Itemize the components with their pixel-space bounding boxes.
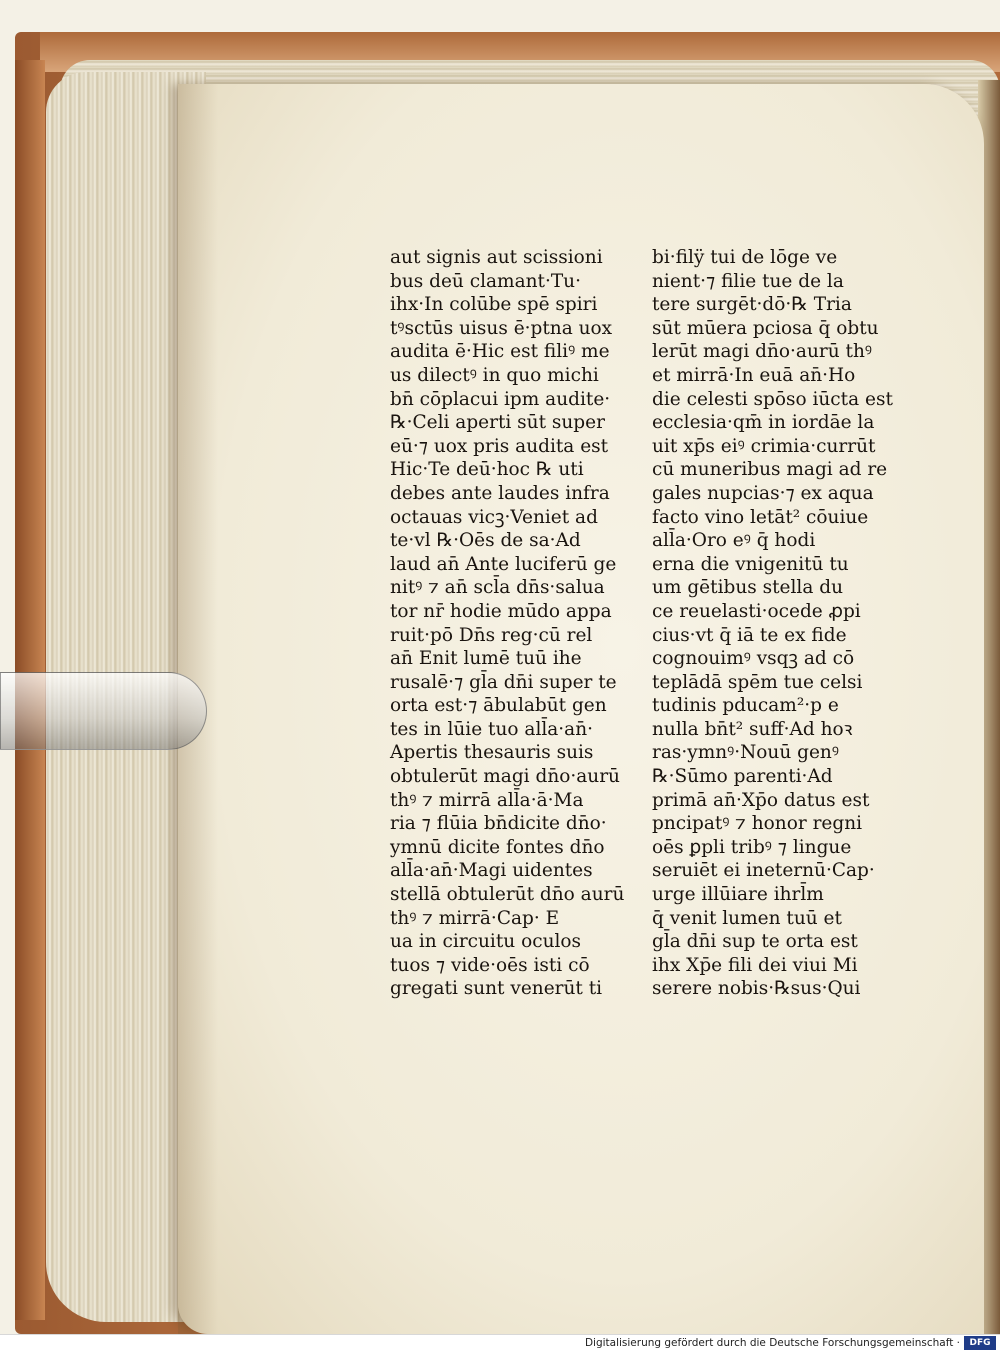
text-line: te·vl ℞·Oēs de sa·Ad xyxy=(390,530,581,552)
text-line: die celesti spōso iūcta est xyxy=(652,388,893,410)
text-line: all̄a·Oro eꝰ q̄ hodi xyxy=(652,530,816,552)
text-line: tor nr̄ hodie mūdo appa xyxy=(390,600,612,622)
text-line: stellā obtulerūt dn̄o aurū xyxy=(390,884,625,906)
text-line: facto vino letāt² cōuiue xyxy=(652,506,869,528)
text-line: rusalē·⁊ gl̄a dn̄i super te xyxy=(390,671,617,693)
text-line: ras·ymnꝰ·Nouū genꝰ xyxy=(652,742,839,764)
text-line: thꝰ ⁊ mirrā·Cap· E xyxy=(390,907,560,929)
text-line: urge illūiare ihrl̄m xyxy=(652,884,824,906)
text-line: gales nupcias·⁊ ex aqua xyxy=(652,482,874,504)
text-line: seruiēt ei ineternū·Cap· xyxy=(652,860,875,882)
text-line: debes ante laudes infra xyxy=(390,482,610,504)
text-line: ymnū dicite fontes dn̄o xyxy=(390,836,605,858)
text-line: bus deū clamant·Tu· xyxy=(390,270,581,292)
text-line: ce reuelasti·ocede ꝓpi xyxy=(652,600,861,622)
text-line: bn̄ cōplacui ipm audite· xyxy=(390,388,611,410)
text-line: ruit·pō Dn̄s reg·cū rel xyxy=(390,624,593,646)
text-line: pncipatꝰ ⁊ honor regni xyxy=(652,813,863,835)
text-column-left xyxy=(390,246,624,1001)
text-line: tuos ⁊ vide·oēs isti cō xyxy=(390,954,590,976)
text-line: Hic·Te deū·hoc ℞ uti xyxy=(390,459,584,481)
text-line: aut signis aut scissioni xyxy=(390,247,603,268)
text-line: tere surgēt·dō·℞ Tria xyxy=(652,294,852,316)
text-line: nulla bn̄t² suff·Ad hoꝛ xyxy=(652,718,853,740)
text-line: us dilectꝰ in quo michi xyxy=(390,364,599,386)
text-line: um gētibus stella du xyxy=(652,577,843,599)
text-line: nitꝰ ⁊ an̄ scl̄a dn̄s·salua xyxy=(390,577,605,599)
text-line: serere nobis·℞sus·Qui xyxy=(652,978,861,1000)
text-line: cius·vt q̄ iā te ex fide xyxy=(652,624,847,646)
text-line: cognouimꝰ vsqꝫ ad cō xyxy=(652,648,855,670)
text-line: et mirrā·In euā an̄·Ho xyxy=(652,364,856,386)
text-column-right xyxy=(652,246,893,1001)
text-line: tes in lūie tuo all̄a·an̄· xyxy=(390,718,594,740)
text-line: octauas vicꝫ·Veniet ad xyxy=(390,506,598,528)
text-line: q̄ venit lumen tuū et xyxy=(652,907,842,929)
text-line: orta est·⁊ ābulabūt gen xyxy=(390,695,607,717)
text-line: tꝰsctūs uisus ē·ptna uox xyxy=(390,317,613,339)
text-line: gregati sunt venerūt ti xyxy=(390,978,603,1000)
text-line: all̄a·an̄·Magi uidentes xyxy=(390,860,593,882)
text-line: ua in circuitu oculos xyxy=(390,931,582,953)
text-line: ria ⁊ flūia bn̄dicite dn̄o· xyxy=(390,813,607,835)
text-line: audita ē·Hic est filiꝰ me xyxy=(390,341,610,363)
footer-bar xyxy=(0,1334,1000,1352)
funding-credit: Digitalisierung gefördert durch die Deutsche Forschungsgemeinschaft · xyxy=(584,1337,960,1349)
dfg-logo: DFG xyxy=(964,1336,996,1350)
text-line: lerūt magi dn̄o·aurū thꝰ xyxy=(652,341,872,363)
text-line: uit xp̄s eiꝰ crimia·currūt xyxy=(652,435,876,457)
text-line: erna die vnigenitū tu xyxy=(652,553,849,575)
text-line: obtulerūt magi dn̄o·aurū xyxy=(390,766,620,788)
text-line: primā an̄·Xp̄o datus est xyxy=(652,789,870,811)
text-line: an̄ Enit lumē tuū ihe xyxy=(390,648,582,670)
text-line: ecclesia·qm̄ in iordāe la xyxy=(652,412,875,434)
text-line: laud an̄ Ante luciferū ge xyxy=(390,553,617,575)
text-line: ℞·Sūmo parenti·Ad xyxy=(652,766,833,788)
text-line: sūt mūera pciosa q̄ obtu xyxy=(652,317,879,339)
text-line: teplādā spēm tue celsi xyxy=(652,671,863,693)
page-weight-pointer xyxy=(0,672,207,750)
text-line: ihx·In colūbe spē spiri xyxy=(390,294,598,316)
text-line: eū·⁊ uox pris audita est xyxy=(390,435,609,457)
text-line: cū muneribus magi ad re xyxy=(652,459,888,481)
text-line: thꝰ ⁊ mirrā all̄a·ā·Ma xyxy=(390,789,584,811)
text-line: Apertis thesauris suis xyxy=(390,742,594,764)
text-line: ℞·Celi aperti sūt super xyxy=(390,412,605,434)
text-line: ihx Xp̄e fili dei viui Mi xyxy=(652,954,858,976)
text-line: nient·⁊ filie tue de la xyxy=(652,270,844,292)
text-line: oēs ꝑpli tribꝰ ⁊ lingue xyxy=(652,836,852,858)
text-line: bi·filÿ tui de lōge ve xyxy=(652,247,838,268)
text-line: gl̄a dn̄i sup te orta est xyxy=(652,931,858,953)
text-line: tudinis pducam²·p e xyxy=(652,695,839,717)
